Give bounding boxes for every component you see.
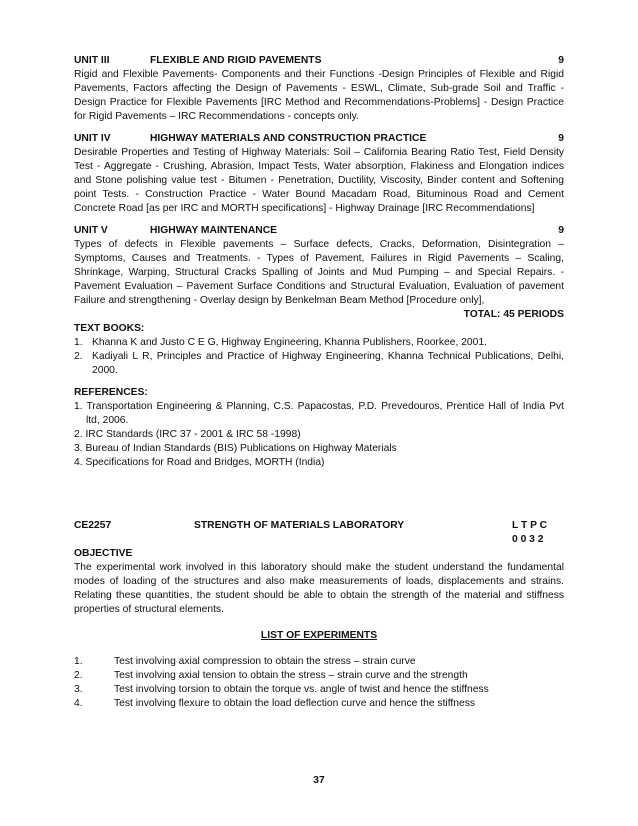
ltpc-values-row [74, 533, 564, 547]
ltpc-label: L T P C [512, 520, 548, 531]
unit-4-heading [74, 132, 564, 146]
experiment-item [74, 655, 564, 669]
unit-3-body: Rigid and Flexible Pavements- Components and their Functions -Design Principles of Flexible and Rigid Pavements, Factors affecting the Design of Pavements - ESWL, Climate, Sub-grade Soil and Traffic - Design Practice for Flexible Pavements [IRC Method and Recommendations-Problems] - Design Practice for Rigid Pavements – IRC Recommendations - concepts only. [74, 69, 564, 122]
unit-4-title: HIGHWAY MATERIALS AND CONSTRUCTION PRACTICE [150, 133, 427, 144]
ltpc-values: 0 0 3 2 [512, 534, 544, 545]
experiment-item [74, 697, 564, 711]
unit-5-hours: 9 [558, 225, 564, 236]
lab-course-heading [74, 519, 564, 533]
unit-4-body: Desirable Properties and Testing of Highway Materials: Soil – California Bearing Ratio Test, Field Density Test - Aggregate - Crushing, Abrasion, Impact Tests, Water absorption, Flakiness and Elongation indices and Stone polishing value test - Bitumen - Penetration, Ductility, Viscosity, Binder content and Softening point Tests. - Construction Practice - Water Bound Macadam Road, Bituminous Road and Cement Concrete Road [as per IRC and MORTH specifications] - Highway Drainage [IRC Recommendations] [74, 147, 564, 214]
unit-4-code: UNIT IV [74, 133, 111, 144]
experiment-number: 1. [74, 656, 83, 667]
unit-3-heading [74, 54, 564, 68]
experiment-item [74, 683, 564, 697]
page-number: 37 [313, 775, 325, 786]
lab-course-title: STRENGTH OF MATERIALS LABORATORY [194, 520, 405, 531]
experiment-text: Test involving flexure to obtain the load deflection curve and hence the stiffness [114, 698, 475, 709]
total-periods: TOTAL: 45 PERIODS [463, 309, 564, 320]
unit-3-hours: 9 [558, 55, 564, 66]
objective-heading: OBJECTIVE [74, 548, 133, 559]
textbook-text: Khanna K and Justo C E G, Highway Engineering, Khanna Publishers, Roorkee, 2001. [92, 337, 487, 348]
experiment-number: 2. [74, 670, 83, 681]
unit-4-hours: 9 [558, 133, 564, 144]
document-page [74, 54, 564, 711]
objective-body: The experimental work involved in this laboratory should make the student understand the fundamental modes of loading of the structures and also make measurements of loads, displacements and strains. Relating these quantities, the student should be able to obtain the strength of the material and stiffness properties of structural elements. [74, 562, 564, 615]
unit-5-heading [74, 224, 564, 238]
references-heading: REFERENCES: [74, 387, 148, 398]
lab-course-code: CE2257 [74, 520, 112, 531]
experiment-text: Test involving axial compression to obtain the stress – strain curve [114, 656, 416, 667]
textbooks-heading: TEXT BOOKS: [74, 323, 145, 334]
experiment-text: Test involving torsion to obtain the torque vs. angle of twist and hence the stiffness [114, 684, 489, 695]
reference-item: 4. Specifications for Road and Bridges, MORTH (India) [74, 457, 325, 468]
unit-3-code: UNIT III [74, 55, 110, 66]
experiment-number: 3. [74, 684, 83, 695]
reference-item: 1. Transportation Engineering & Planning, C.S. Papacostas, P.D. Prevedouros, Prentice Hall of India Pvt ltd, 2006. [74, 401, 564, 426]
textbook-item [74, 350, 564, 378]
unit-5-code: UNIT V [74, 225, 108, 236]
reference-item: 3. Bureau of Indian Standards (BIS) Publications on Highway Materials [74, 443, 397, 454]
experiment-number: 4. [74, 698, 83, 709]
experiment-text: Test involving axial tension to obtain the stress – strain curve and the strength [114, 670, 468, 681]
experiments-heading: LIST OF EXPERIMENTS [260, 630, 378, 641]
unit-5-title: HIGHWAY MAINTENANCE [150, 225, 278, 236]
reference-item: 2. IRC Standards (IRC 37 - 2001 & IRC 58 -1998) [74, 429, 301, 440]
textbook-number: 1. [74, 337, 83, 348]
textbook-text: Kadiyali L R, Principles and Practice of Highway Engineering, Khanna Technical Publications, Delhi, 2000. [92, 351, 564, 376]
experiment-item [74, 669, 564, 683]
unit-3-title: FLEXIBLE AND RIGID PAVEMENTS [150, 55, 322, 66]
textbook-number: 2. [74, 351, 83, 362]
unit-5-body: Types of defects in Flexible pavements – Surface defects, Cracks, Deformation, Disintegration – Symptoms, Causes and Treatments. - Types of Pavement, Failures in Rigid Pavements – Scaling, Shrinkage, Warping, Structural Cracks Spalling of Joints and Mud Pumping – and Special Repairs. - Pavement Evaluation – Pavement Surface Conditions and Structural Evaluation, Evaluation of pavement Failure and strengthening - Overlay design by Benkelman Beam Method [Procedure only], [74, 239, 564, 306]
textbook-item [74, 336, 564, 350]
